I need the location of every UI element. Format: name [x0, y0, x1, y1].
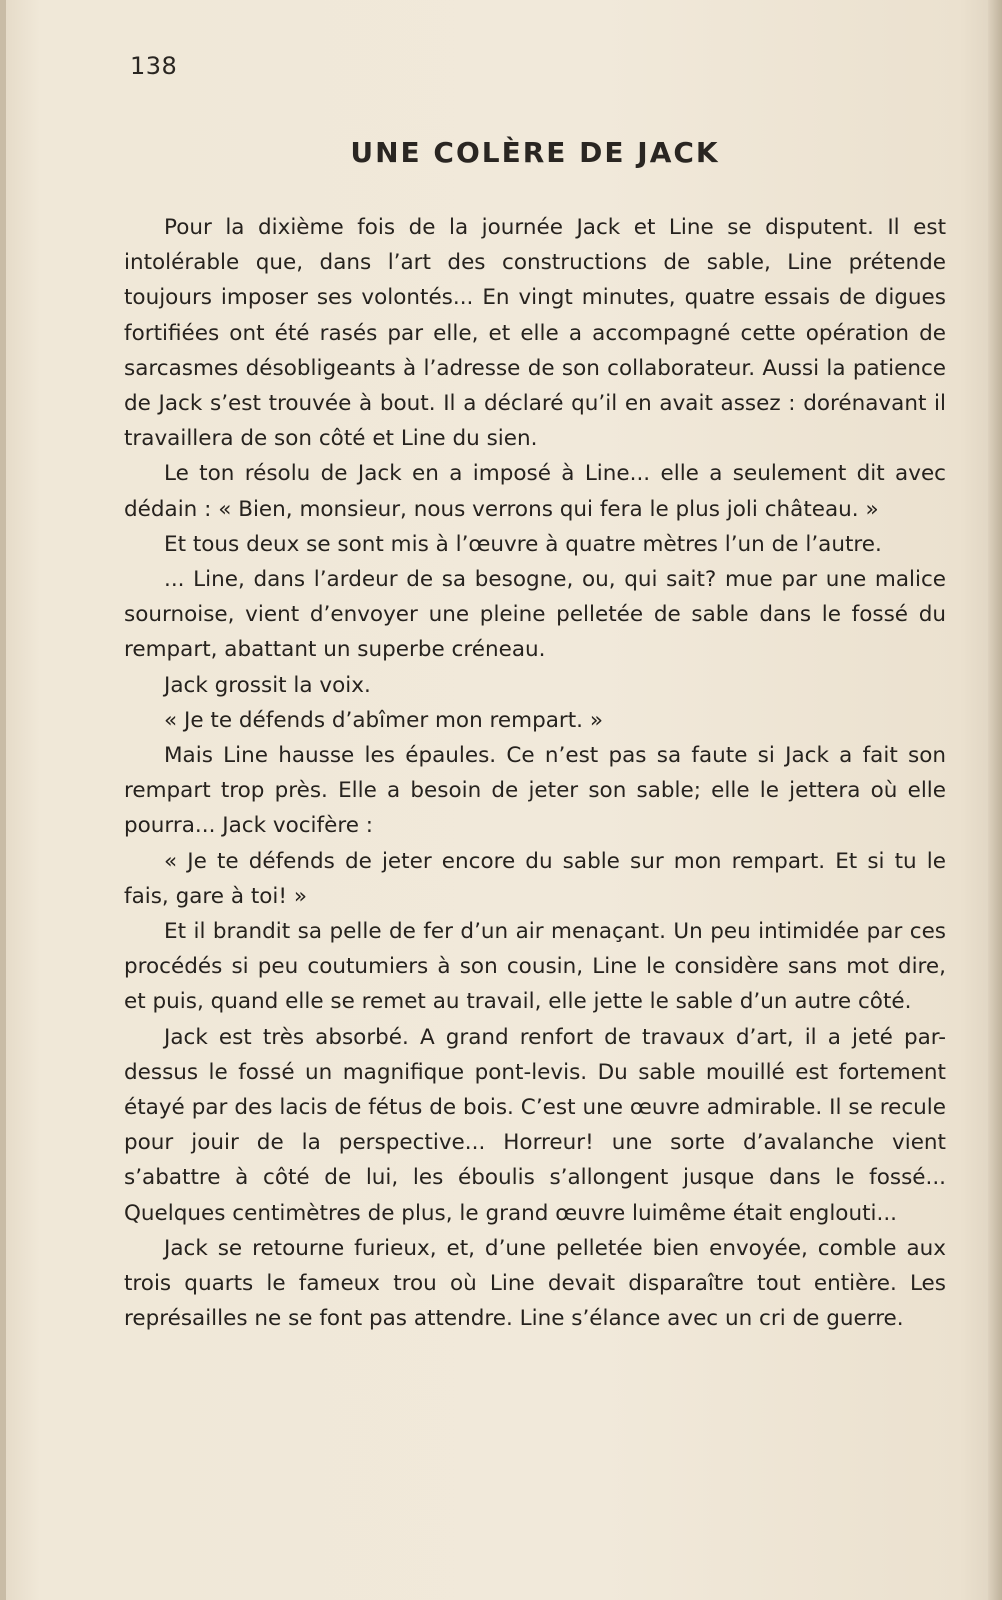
paragraph: Le ton résolu de Jack en a imposé à Line... elle a seulement dit avec dédain : « Bien, monsieur, nous verrons qui fera le plus joli château. »	[124, 461, 946, 522]
body-text	[124, 210, 946, 1337]
page-left-edge	[0, 0, 6, 1600]
paragraph: Jack est très absorbé. A grand renfort de travaux d’art, il a jeté par-dessus le fossé un magnifique pont-levis. Du sable mouillé est fortement étayé par des lacis de fétus de bois. C’est une œuvre admirable. Il se recule pour jouir de la perspective... Horreur! une sorte d’avalanche vient s’abattre à côté de lui, les éboulis s’allongent jusque dans le fossé... Quelques centimètres de plus, le grand œuvre luimême était englouti...	[124, 1024, 946, 1226]
paragraph: Et tous deux se sont mis à l’œuvre à quatre mètres l’un de l’autre.	[164, 531, 882, 557]
paragraph: Mais Line hausse les épaules. Ce n’est pas sa faute si Jack a fait son rempart trop près. Elle a besoin de jeter son sable; elle le jettera où elle pourra... Jack vocifère :	[124, 743, 946, 839]
chapter-title: UNE COLÈRE DE JACK	[350, 136, 720, 169]
paragraph: Jack se retourne furieux, et, d’une pelletée bien envoyée, comble aux trois quarts le fameux trou où Line devait disparaître tout entière. Les représailles ne se font pas attendre. Line s’élance avec un cri de guerre.	[124, 1235, 946, 1332]
paragraph: Et il brandit sa pelle de fer d’un air menaçant. Un peu intimidée par ces procédés si peu coutumiers à son cousin, Line le considère sans mot dire, et puis, quand elle se remet au travail, elle jette le sable d’un autre côté.	[124, 919, 946, 1015]
page-number: 138	[130, 52, 178, 80]
paragraph: Jack grossit la voix.	[164, 672, 371, 698]
paragraph: ... Line, dans l’ardeur de sa besogne, ou, qui sait? mue par une malice sournoise, vient d’envoyer une pleine pelletée de sable dans le fossé du rempart, abattant un superbe créneau.	[124, 567, 946, 663]
paragraph: « Je te défends de jeter encore du sable sur mon rempart. Et si tu le fais, gare à toi! »	[124, 848, 946, 909]
page-right-edge	[988, 0, 1002, 1600]
paragraph: « Je te défends d’abîmer mon rempart. »	[164, 707, 603, 733]
paragraph: Pour la dixième fois de la journée Jack et Line se disputent. Il est intolérable que, dans l’art des constructions de sable, Line prétende toujours imposer ses volontés... En vingt minutes, quatre essais de digues fortifiées ont été rasés par elle, et elle a accompagné cette opération de sarcasmes désobligeants à l’adresse de son collaborateur. Aussi la patience de Jack s’est trouvée à bout. Il a déclaré qu’il en avait assez : dorénavant il travaillera de son côté et Line du sien.	[124, 215, 946, 452]
